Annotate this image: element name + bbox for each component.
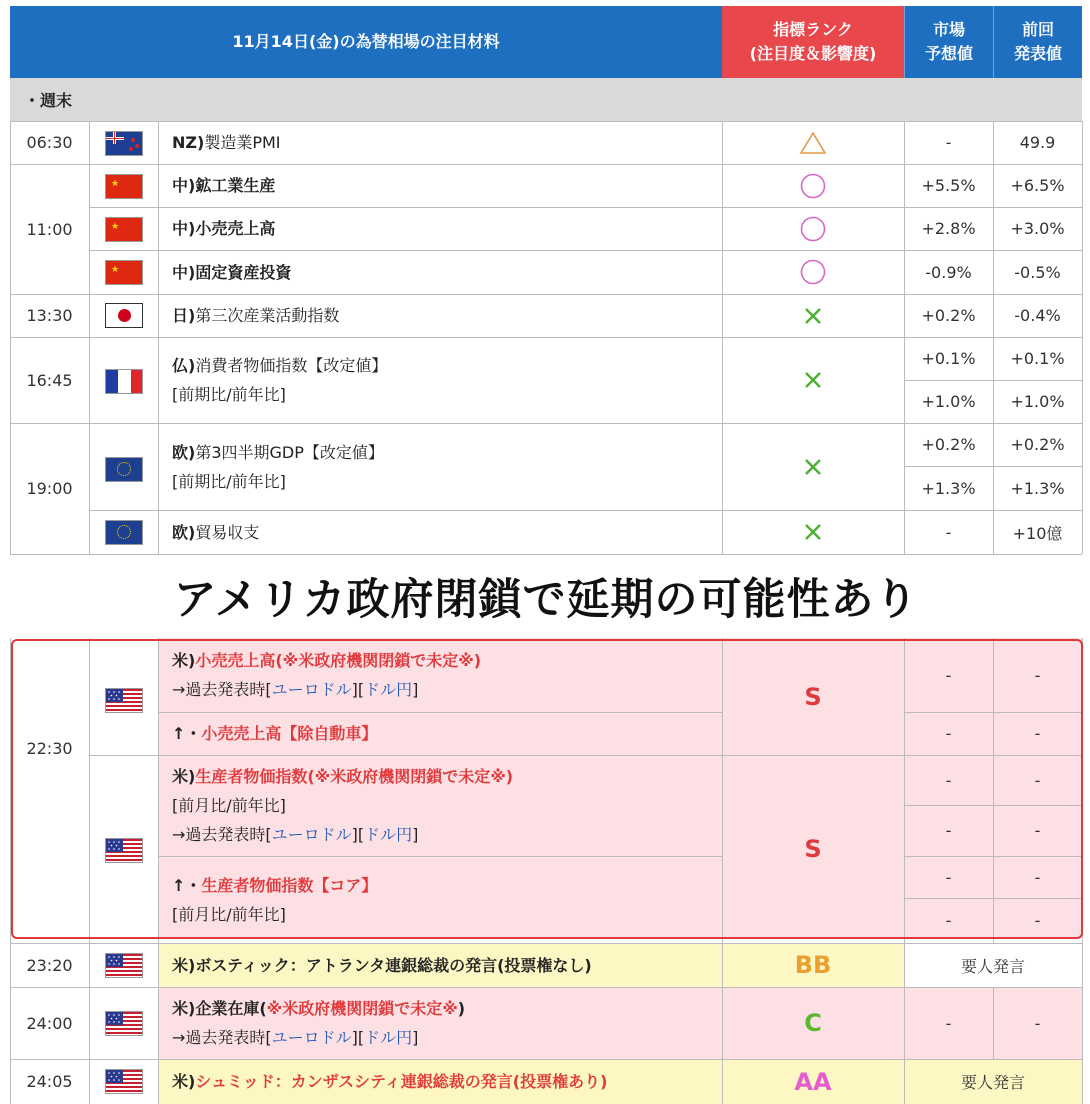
arrow-label: ↑・ bbox=[172, 875, 202, 895]
header-forecast-line1: 市場 bbox=[932, 20, 965, 39]
header-rank-line1: 指標ランク bbox=[773, 20, 853, 39]
event-us-inventories bbox=[158, 987, 736, 1059]
svg-text:★: ★ bbox=[111, 222, 120, 232]
header-previous-line2: 発表値 bbox=[1013, 44, 1062, 63]
previous-value: - bbox=[1034, 665, 1041, 685]
event-china-industrial bbox=[158, 164, 736, 207]
country-code: NZ) bbox=[172, 133, 205, 152]
rank-cross-icon bbox=[722, 294, 904, 337]
country-code: 米) bbox=[172, 651, 196, 670]
previous-value: +0.1% bbox=[1010, 349, 1065, 368]
bracket: ][ bbox=[351, 1028, 365, 1047]
country-code: 中) bbox=[172, 262, 196, 282]
rank-label: S bbox=[804, 682, 822, 711]
event-sub: [前期比/前年比] bbox=[172, 385, 286, 404]
event-name: 第3四半期GDP【改定値】 bbox=[195, 442, 384, 462]
past-label: →過去発表時[ bbox=[172, 680, 272, 699]
event-name: 小売売上高 bbox=[195, 219, 276, 238]
time-2320: 23:20 bbox=[26, 955, 73, 975]
link-eurusd[interactable]: ユーロドル bbox=[271, 825, 352, 844]
time-1330: 13:30 bbox=[26, 306, 73, 325]
country-code: 米) bbox=[172, 999, 196, 1018]
flag-china-icon bbox=[105, 174, 143, 199]
link-usdjpy[interactable]: ドル円 bbox=[364, 680, 413, 699]
country-code: 米) bbox=[172, 767, 196, 786]
flag-us-icon bbox=[105, 953, 143, 978]
event-nz-pmi bbox=[158, 121, 736, 164]
overlay-banner bbox=[10, 555, 1082, 637]
event-us-retail bbox=[158, 638, 736, 712]
flag-japan-icon bbox=[105, 303, 143, 328]
link-usdjpy[interactable]: ドル円 bbox=[364, 825, 413, 844]
flag-nz-icon bbox=[105, 131, 143, 156]
rank-circle-icon bbox=[722, 207, 904, 250]
previous-value: 49.9 bbox=[1019, 133, 1056, 152]
header-previous-line1: 前回 bbox=[1021, 20, 1054, 39]
header-title bbox=[10, 6, 722, 78]
rank-label: C bbox=[804, 1009, 822, 1037]
link-eurusd[interactable]: ユーロドル bbox=[271, 1028, 352, 1047]
forecast-value: - bbox=[945, 724, 952, 743]
rank-triangle-icon bbox=[722, 121, 904, 164]
time-1645: 16:45 bbox=[26, 370, 73, 390]
forecast-value: +5.5% bbox=[921, 176, 976, 195]
event-name: 生産者物価指数(※米政府機関閉鎖で未定※) bbox=[195, 767, 514, 786]
forecast-value: - bbox=[945, 133, 952, 152]
svg-text:★: ★ bbox=[111, 265, 120, 275]
previous-value: -0.5% bbox=[1014, 262, 1061, 282]
forecast-value: - bbox=[945, 770, 952, 790]
event-name: 貿易収支 bbox=[195, 522, 260, 542]
rank-s bbox=[722, 638, 904, 755]
event-us-bostic bbox=[158, 943, 736, 987]
previous-value: - bbox=[1034, 821, 1041, 840]
event-sub: [前期比/前年比] bbox=[172, 471, 286, 491]
event-name: シュミッド：カンザスシティ連銀総裁の発言(投票権あり) bbox=[195, 1072, 608, 1091]
link-eurusd[interactable]: ユーロドル bbox=[271, 680, 352, 699]
header-forecast bbox=[904, 6, 993, 78]
event-name: 鉱工業生産 bbox=[195, 176, 276, 195]
forecast-value: - bbox=[945, 665, 952, 685]
event-name: 固定資産投資 bbox=[195, 262, 292, 282]
forecast-value: +0.2% bbox=[921, 435, 976, 454]
event-eu-gdp bbox=[158, 423, 736, 510]
rank-s bbox=[722, 755, 904, 943]
forecast-value: +0.2% bbox=[921, 306, 976, 325]
section-label: ・週末 bbox=[24, 91, 73, 110]
rank-circle-icon bbox=[722, 250, 904, 294]
event-us-schmid bbox=[158, 1059, 736, 1104]
event-sub: [前月比/前年比] bbox=[172, 904, 286, 924]
event-name: 消費者物価指数【改定値】 bbox=[195, 356, 388, 375]
time-2230: 22:30 bbox=[26, 738, 73, 758]
country-code: 欧) bbox=[172, 522, 196, 542]
bracket: ][ bbox=[351, 825, 365, 844]
rank-bb bbox=[722, 943, 904, 987]
previous-value: - bbox=[1034, 724, 1041, 743]
forecast-value: - bbox=[945, 911, 952, 930]
rank-c bbox=[722, 987, 904, 1059]
past-label: →過去発表時[ bbox=[172, 1028, 272, 1047]
previous-value: +1.0% bbox=[1010, 392, 1065, 411]
previous-value: - bbox=[1034, 1013, 1041, 1033]
forecast-value: - bbox=[945, 522, 952, 542]
event-name: 製造業PMI bbox=[204, 133, 281, 152]
previous-value: - bbox=[1034, 867, 1041, 887]
forecast-value: - bbox=[945, 821, 952, 840]
time-2405: 24:05 bbox=[26, 1072, 73, 1091]
speech-note: 要人発言 bbox=[960, 1073, 1025, 1092]
event-china-fai bbox=[158, 250, 736, 294]
country-code: 米) bbox=[172, 1072, 196, 1091]
bracket: ] bbox=[412, 1028, 419, 1047]
time-1100: 11:00 bbox=[26, 219, 73, 239]
header-rank bbox=[722, 6, 904, 78]
event-france-cpi bbox=[158, 337, 736, 423]
rank-label: AA bbox=[794, 1067, 832, 1096]
flag-us-icon bbox=[105, 688, 143, 713]
svg-text:★: ★ bbox=[111, 179, 120, 189]
previous-value: +0.2% bbox=[1010, 435, 1065, 454]
forecast-value: +0.1% bbox=[921, 349, 976, 368]
event-eu-trade bbox=[158, 510, 736, 554]
event-japan-tertiary bbox=[158, 294, 736, 337]
forecast-value: +1.0% bbox=[921, 392, 976, 411]
time-1900: 19:00 bbox=[26, 479, 73, 498]
country-code: 日) bbox=[172, 306, 196, 325]
country-code: 中) bbox=[172, 176, 196, 195]
time-0630: 06:30 bbox=[26, 133, 73, 152]
header-rank-line2: (注目度＆影響度) bbox=[749, 44, 877, 63]
flag-us-icon bbox=[105, 838, 143, 863]
previous-value: - bbox=[1034, 770, 1041, 790]
country-code: 中) bbox=[172, 219, 196, 238]
event-name: 小売売上高【除自動車】 bbox=[201, 724, 378, 743]
previous-value: +1.3% bbox=[1010, 478, 1065, 498]
event-name: ボスティック：アトランタ連銀総裁の発言(投票権なし) bbox=[195, 955, 592, 975]
event-us-ppi bbox=[158, 755, 736, 856]
bracket: ] bbox=[412, 680, 419, 699]
rank-circle-icon bbox=[722, 164, 904, 207]
flag-china-icon bbox=[105, 217, 143, 242]
previous-value: +3.0% bbox=[1010, 219, 1065, 238]
speech-note: 要人発言 bbox=[960, 956, 1025, 976]
bracket: ] bbox=[412, 825, 419, 844]
country-code: 米) bbox=[172, 955, 196, 975]
forecast-value: +1.3% bbox=[921, 478, 976, 498]
flag-eu-icon bbox=[105, 520, 143, 545]
forecast-value: +2.8% bbox=[921, 219, 976, 238]
header-forecast-line2: 予想値 bbox=[924, 44, 973, 63]
forecast-value: - bbox=[945, 1013, 952, 1033]
flag-france-icon bbox=[105, 369, 143, 394]
previous-value: +6.5% bbox=[1010, 176, 1065, 195]
link-usdjpy[interactable]: ドル円 bbox=[364, 1028, 413, 1047]
previous-value: -0.4% bbox=[1014, 306, 1061, 325]
previous-value: - bbox=[1034, 911, 1041, 930]
event-us-retail-exauto bbox=[158, 712, 736, 755]
country-code: 欧) bbox=[172, 442, 196, 462]
rank-cross-icon bbox=[722, 337, 904, 423]
header-title-text: 11月14日(金)の為替相場の注目材料 bbox=[232, 32, 500, 51]
arrow-label: ↑・ bbox=[172, 724, 202, 743]
event-name: 小売売上高(※米政府機関閉鎖で未定※) bbox=[195, 651, 482, 670]
section-bar bbox=[10, 78, 1082, 121]
rank-label: S bbox=[804, 835, 822, 863]
time-2400: 24:00 bbox=[26, 1013, 73, 1033]
forecast-value: -0.9% bbox=[925, 262, 972, 282]
event-name-end: ) bbox=[457, 999, 466, 1018]
past-label: →過去発表時[ bbox=[172, 825, 272, 844]
flag-eu-icon bbox=[105, 457, 143, 482]
flag-us-icon bbox=[105, 1011, 143, 1036]
event-sub: [前月比/前年比] bbox=[172, 796, 286, 815]
rank-cross-icon bbox=[722, 423, 904, 510]
flag-china-icon bbox=[105, 260, 143, 285]
event-name: 第三次産業活動指数 bbox=[195, 306, 340, 325]
previous-value: +10億 bbox=[1012, 523, 1063, 543]
event-name: 企業在庫( bbox=[195, 999, 267, 1018]
event-us-ppi-core bbox=[158, 856, 736, 943]
overlay-text: アメリカ政府閉鎖で延期の可能性あり bbox=[173, 574, 919, 625]
flag-us-icon bbox=[105, 1069, 143, 1094]
rank-cross-icon bbox=[722, 510, 904, 554]
rank-aa bbox=[722, 1059, 904, 1104]
event-china-retail bbox=[158, 207, 736, 250]
rank-label: BB bbox=[794, 951, 832, 979]
bracket: ][ bbox=[351, 680, 365, 699]
event-name-note: ※米政府機関閉鎖で未定※ bbox=[266, 999, 458, 1018]
country-code: 仏) bbox=[172, 356, 196, 375]
event-name: 生産者物価指数【コア】 bbox=[201, 875, 378, 895]
forecast-value: - bbox=[945, 867, 952, 887]
header-previous bbox=[993, 6, 1082, 78]
